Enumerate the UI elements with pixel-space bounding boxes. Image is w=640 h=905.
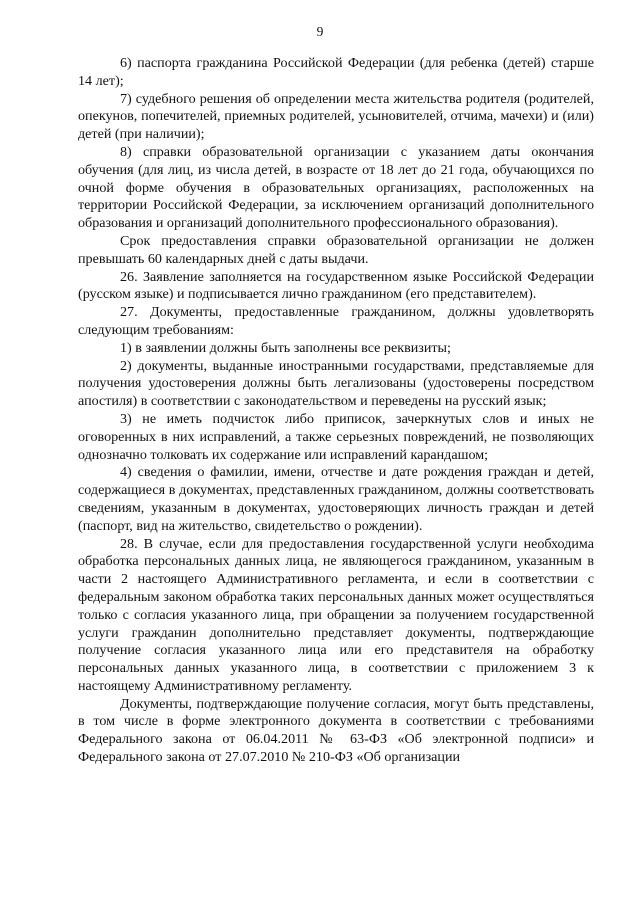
paragraph-item-6: 6) паспорта гражданина Российской Федерации (для ребенка (детей) старше 14 лет);	[78, 55, 594, 89]
paragraph-clause-27: 27. Документы, предоставленные гражданином, должны удовлетворять следующим требованиям:	[78, 304, 594, 338]
page-number: 9	[316, 24, 324, 39]
paragraph-clause-26: 26. Заявление заполняется на государственном языке Российской Федерации (русском языке) и подписывается лично гражданином (его представителем).	[78, 268, 594, 303]
document-body	[78, 55, 594, 767]
paragraph-clause-28: 28. В случае, если для предоставления государственной услуги необходима обработка персональных данных лица, не являющегося гражданином, указанным в части 2 настоящего Административного регламента, и если в соответствии с федеральным законом обработка таких персональных данных может осуществляться только с согласия указанного лица, при обращении за получением государственной услуги гражданин дополнительно представляет документы, подтверждающие получение согласия указанного лица или его представителя на обработку персональных данных указанного лица, в соответствии с приложением 3 к настоящему Административному регламенту.	[78, 535, 594, 694]
paragraph-certificate-term: Срок предоставления справки образовательной организации не должен превышать 60 календарных дней с даты выдачи.	[78, 232, 594, 267]
paragraph-requirement-1: 1) в заявлении должны быть заполнены все реквизиты;	[120, 339, 451, 356]
paragraph-item-7: 7) судебного решения об определении места жительства родителя (родителей, опекунов, попечителей, приемных родителей, усыновителей, отчима, мачехи) и (или) детей (при наличии);	[78, 90, 594, 143]
paragraph-item-8: 8) справки образовательной организации с указанием даты окончания обучения (для лиц, из числа детей, в возрасте от 18 лет до 21 года, обучающихся по очной форме обучения в образовательных организациях, расположенных на территории Российской Федерации, за исключением организаций дополнительного образования и организаций дополнительного профессионального образования).	[78, 143, 594, 232]
paragraph-requirement-2: 2) документы, выданные иностранными государствами, представляемые для получения удостоверения должны быть легализованы (удостоверены посредством апостиля) в соответствии с законодательством и переведены на русский язык;	[78, 357, 594, 410]
paragraph-requirement-3: 3) не иметь подчисток либо приписок, зачеркнутых слов и иных не оговоренных в них исправлений, а также серьезных повреждений, не позволяющих однозначно толковать их содержание или исправлений карандашом;	[78, 410, 594, 463]
paragraph-consent-documents: Документы, подтверждающие получение согласия, могут быть представлены, в том числе в форме электронного документа в соответствии с требованиями Федерального закона от 06.04.2011 № 63-ФЗ «Об электронной подписи» и Федерального закона от 27.07.2010 № 210-ФЗ «Об организации	[78, 695, 594, 766]
paragraph-requirement-4: 4) сведения о фамилии, имени, отчестве и дате рождения граждан и детей, содержащиеся в документах, представленных гражданином, должны соответствовать сведениям, указанным в документах, удостоверяющих личность граждан и детей (паспорт, вид на жительство, свидетельство о рождении).	[78, 464, 594, 534]
